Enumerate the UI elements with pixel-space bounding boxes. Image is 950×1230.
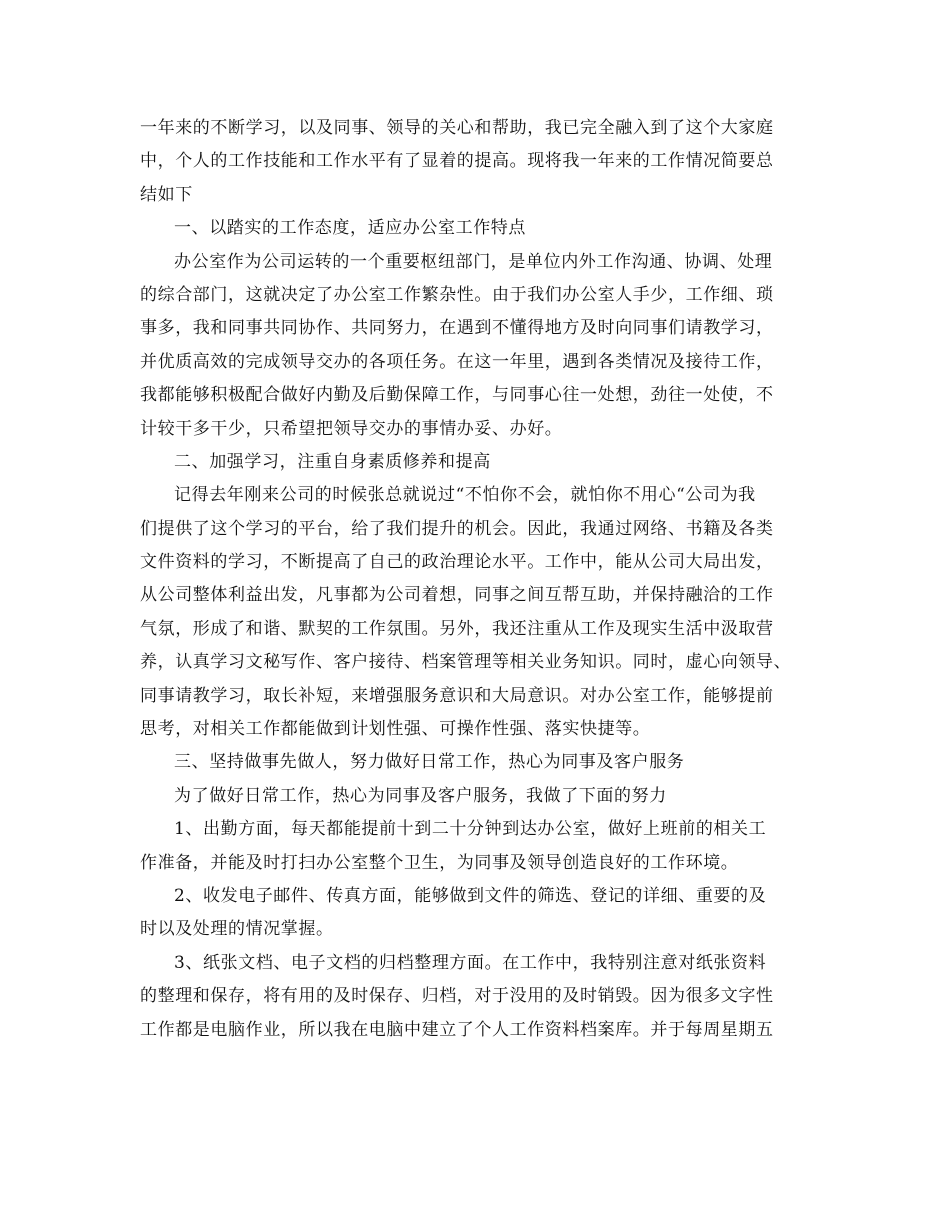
paragraph-line: 同事请教学习，取长补短，来增强服务意识和大局意识。对办公室工作，能够提前: [140, 685, 774, 706]
paragraph-first-line: 3、纸张文档、电子文档的归档整理方面。在工作中，我特别注意对纸张资料: [174, 952, 767, 973]
paragraph-line: 结如下: [140, 184, 193, 205]
paragraph-line: 从公司整体利益出发，凡事都为公司着想，同事之间互帮互助，并保持融洽的工作: [140, 585, 774, 606]
paragraph-line: 们提供了这个学习的平台，给了我们提升的机会。因此，我通过网络、书籍及各类: [140, 518, 774, 539]
paragraph-line: 并优质高效的完成领导交办的各项任务。在这一年里，遇到各类情况及接待工作，: [140, 351, 774, 372]
paragraph-first-line: 1、出勤方面，每天都能提前十到二十分钟到达办公室，做好上班前的相关工: [174, 819, 767, 840]
paragraph-line: 事多，我和同事共同协作、共同努力，在遇到不懂得地方及时向同事们请教学习，: [140, 318, 774, 339]
paragraph-line: 我都能够积极配合做好内勤及后勤保障工作，与同事心往一处想，劲往一处使，不: [140, 385, 774, 406]
paragraph-first-line: 记得去年刚来公司的时候张总就说过“不怕你不会，就怕你不用心“公司为我: [174, 485, 756, 506]
paragraph-line: 中，个人的工作技能和工作水平有了显着的提高。现将我一年来的工作情况简要总: [140, 151, 774, 172]
document-body: [140, 112, 820, 1047]
paragraph-line: 的综合部门，这就决定了办公室工作繁杂性。由于我们办公室人手少，工作细、琐: [140, 284, 774, 305]
paragraph-line: 时以及处理的情况掌握。: [140, 919, 334, 940]
paragraph-line: 气氛，形成了和谐、默契的工作氛围。另外，我还注重从工作及现实生活中汲取营: [140, 618, 774, 639]
paragraph-line: 工作都是电脑作业，所以我在电脑中建立了个人工作资料档案库。并于每周星期五: [140, 1019, 774, 1040]
paragraph-first-line: 为了做好日常工作，热心为同事及客户服务，我做了下面的努力: [174, 785, 667, 806]
paragraph-line: 文件资料的学习，不断提高了自己的政治理论水平。工作中，能从公司大局出发，: [140, 552, 774, 573]
paragraph-line: 作准备，并能及时打扫办公室整个卫生，为同事及领导创造良好的工作环境。: [140, 852, 739, 873]
paragraph-first-line: 办公室作为公司运转的一个重要枢纽部门，是单位内外工作沟通、协调、处理: [174, 251, 773, 272]
paragraph-line: 养，认真学习文秘写作、客户接待、档案管理等相关业务知识。同时，虚心向领导、: [140, 652, 792, 673]
paragraph-line: 思考，对相关工作都能做到计划性强、可操作性强、落实快捷等。: [140, 719, 651, 740]
paragraph-first-line: 一、以踏实的工作态度，适应办公室工作特点: [174, 218, 526, 239]
paragraph-line: 的整理和保存，将有用的及时保存、归档，对于没用的及时销毁。因为很多文字性: [140, 986, 774, 1007]
paragraph-first-line: 三、坚持做事先做人，努力做好日常工作，热心为同事及客户服务: [174, 752, 685, 773]
paragraph-line: 一年来的不断学习，以及同事、领导的关心和帮助，我已完全融入到了这个大家庭: [140, 118, 774, 138]
paragraph-line: 计较干多干少，只希望把领导交办的事情办妥、办好。: [140, 418, 563, 439]
paragraph-first-line: 二、加强学习，注重自身素质修养和提高: [174, 451, 491, 472]
paragraph-first-line: 2、收发电子邮件、传真方面，能够做到文件的筛选、登记的详细、重要的及: [174, 885, 767, 906]
